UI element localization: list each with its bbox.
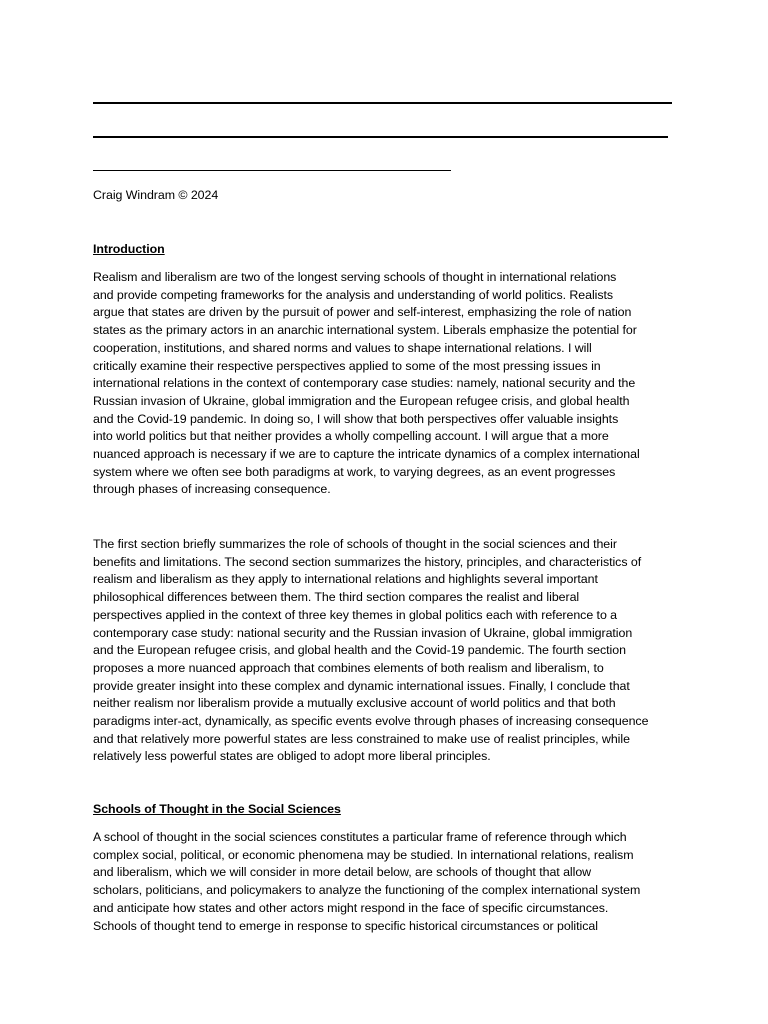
introduction-heading: Introduction [93, 242, 165, 256]
text-line: international relations in the context of contemporary case studies: namely, national security and the [93, 376, 636, 391]
introduction-paragraph-1 [93, 269, 683, 499]
text-line: and that relatively more powerful states are less constrained to make use of realist principles, while [93, 731, 630, 746]
copyright-notice: Craig Windram © 2024 [93, 188, 219, 202]
text-line: contemporary case study: national security and the Russian invasion of Ukraine, global immigration [93, 625, 633, 640]
text-line: and the European refugee crisis, and global health and the Covid-19 pandemic. The fourth section [93, 643, 626, 658]
text-line: critically examine their respective perspectives applied to some of the most pressing issues in [93, 358, 601, 373]
text-line: system where we often see both paradigms at work, to varying degrees, as an event progresses [93, 464, 616, 479]
schools-paragraph-1 [93, 829, 683, 935]
text-line: argue that states are driven by the pursuit of power and self-interest, emphasizing the role of nation [93, 305, 632, 320]
text-line: A school of thought in the social sciences constitutes a particular frame of reference through which [93, 830, 627, 844]
text-line: perspectives applied in the context of three key themes in global politics each with reference to a [93, 607, 618, 622]
text-line: philosophical differences between them. The third section compares the realist and liberal [93, 590, 580, 605]
text-line: provide greater insight into these complex and dynamic international issues. Finally, I conclude that [93, 678, 630, 693]
text-line: benefits and limitations. The second section summarizes the history, principles, and characteristics of [93, 554, 642, 569]
text-line: Schools of thought tend to emerge in response to specific historical circumstances or political [93, 918, 598, 933]
introduction-paragraph-2 [93, 536, 683, 766]
title-rule-2 [93, 136, 668, 138]
text-line: into world politics but that neither provides a wholly compelling account. I will argue that a more [93, 429, 609, 444]
title-rule-1 [93, 102, 672, 104]
text-line: relatively less powerful states are obliged to adopt more liberal principles. [93, 749, 491, 764]
schools-of-thought-heading: Schools of Thought in the Social Sciences [93, 802, 341, 816]
text-line: through phases of increasing consequence. [93, 482, 331, 497]
text-line: and liberalism, which we will consider in more detail below, are schools of thought that allow [93, 865, 592, 880]
title-rule-3 [93, 170, 451, 171]
text-line: scholars, politicians, and policymakers to analyze the functioning of the complex international system [93, 883, 641, 898]
text-line: proposes a more nuanced approach that combines elements of both realism and liberalism, to [93, 660, 604, 675]
text-line: cooperation, institutions, and shared norms and values to shape international relations. I will [93, 340, 592, 355]
text-line: and provide competing frameworks for the analysis and understanding of world politics. Realists [93, 287, 614, 302]
text-line: Realism and liberalism are two of the longest serving schools of thought in international relations [93, 270, 617, 284]
text-line: and the Covid-19 pandemic. In doing so, I will show that both perspectives offer valuable insights [93, 411, 619, 426]
text-line: realism and liberalism as they apply to international relations and highlights several important [93, 572, 598, 587]
text-line: states as the primary actors in an anarchic international system. Liberals emphasize the potential for [93, 323, 637, 338]
text-line: paradigms inter-act, dynamically, as specific events evolve through phases of increasing consequence [93, 714, 649, 729]
text-line: neither realism nor liberalism provide a mutually exclusive account of world politics and that both [93, 696, 616, 711]
text-line: complex social, political, or economic phenomena may be studied. In international relations, realism [93, 847, 634, 862]
text-line: Russian invasion of Ukraine, global immigration and the European refugee crisis, and global health [93, 393, 630, 408]
text-line: and anticipate how states and other actors might respond in the face of specific circumstances. [93, 900, 609, 915]
text-line: nuanced approach is necessary if we are to capture the intricate dynamics of a complex international [93, 447, 640, 462]
text-line: The first section briefly summarizes the role of schools of thought in the social sciences and their [93, 537, 617, 551]
